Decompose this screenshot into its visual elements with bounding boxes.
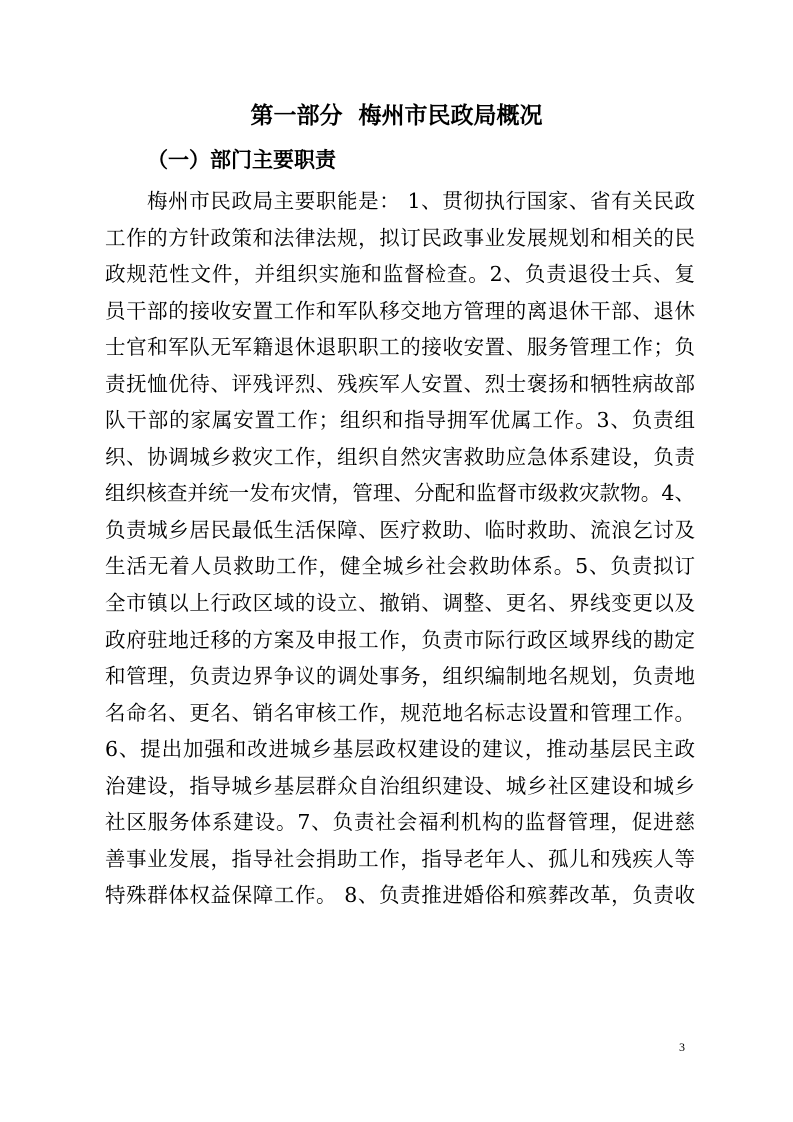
body-line: 全市镇以上行政区域的设立、撤销、调整、更名、界线变更以及 (105, 591, 695, 616)
body-line: 队干部的家属安置工作；组织和指导拥军优属工作。3、负责组 (105, 408, 695, 433)
body-line: 名命名、更名、销名审核工作，规范地名标志设置和管理工作。 (105, 700, 695, 725)
body-line: 特殊群体权益保障工作。 8、负责推进婚俗和殡葬改革，负责收 (105, 883, 695, 908)
body-line: 政规范性文件，并组织实施和监督检查。2、负责退役士兵、复 (105, 262, 695, 287)
body-line: 员干部的接收安置工作和军队移交地方管理的离退休干部、退休 (105, 298, 695, 323)
body-line: 和管理，负责边界争议的调处事务，组织编制地名规划，负责地 (105, 664, 695, 689)
body-line: 责抚恤优待、评残评烈、残疾军人安置、烈士褒扬和牺牲病故部 (105, 371, 695, 396)
body-text (105, 183, 695, 914)
body-line: 负责城乡居民最低生活保障、医疗救助、临时救助、流浪乞讨及 (105, 517, 695, 542)
section-heading: （一）部门主要职责 (147, 148, 336, 172)
body-line: 梅州市民政局主要职能是： 1、贯彻执行国家、省有关民政 (147, 189, 695, 213)
body-line: 6、提出加强和改进城乡基层政权建设的建议，推动基层民主政 (105, 737, 695, 762)
body-line: 生活无着人员救助工作，健全城乡社会救助体系。5、负责拟订 (105, 554, 695, 579)
body-line: 治建设，指导城乡基层群众自治组织建设、城乡社区建设和城乡 (105, 773, 695, 798)
body-line: 组织核查并统一发布灾情，管理、分配和监督市级救灾款物。4、 (105, 481, 695, 506)
page-number: 3 (679, 1040, 685, 1054)
body-line: 士官和军队无军籍退休退职职工的接收安置、服务管理工作；负 (105, 335, 695, 360)
body-line: 政府驻地迁移的方案及申报工作，负责市际行政区域界线的勘定 (105, 627, 695, 652)
body-line: 社区服务体系建设。7、负责社会福利机构的监督管理，促进慈 (105, 810, 695, 835)
page-title: 第一部分 梅州市民政局概况 (250, 103, 543, 129)
body-line: 善事业发展，指导社会捐助工作，指导老年人、孤儿和残疾人等 (105, 846, 695, 871)
body-line: 织、协调城乡救灾工作，组织自然灾害救助应急体系建设，负责 (105, 444, 695, 469)
body-line: 工作的方针政策和法律法规，拟订民政事业发展规划和相关的民 (105, 225, 695, 250)
